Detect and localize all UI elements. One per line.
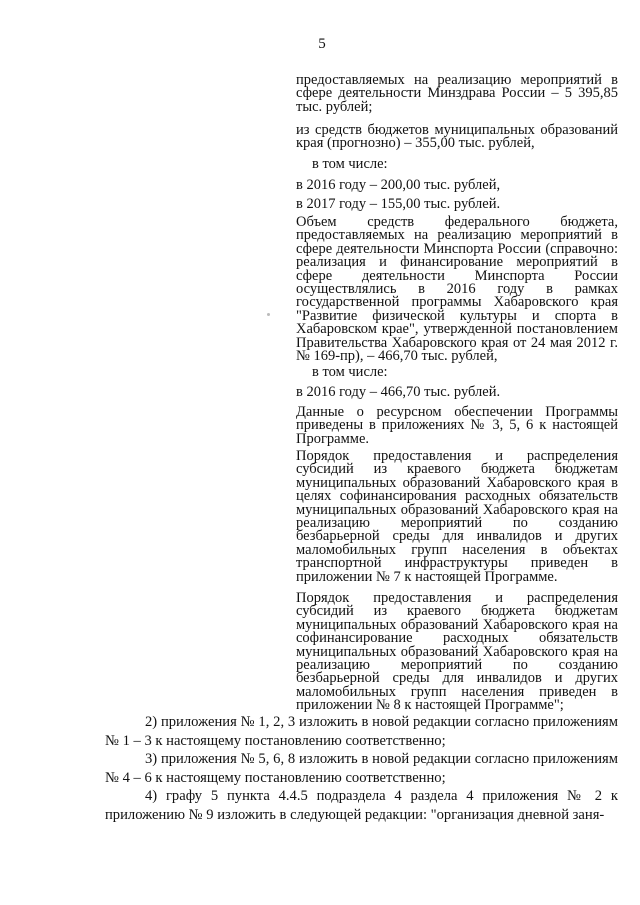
paragraph-minzdrav: предоставляемых на реализацию мероприятий в сфере деятельности Минздрава России – 5 395,85 тыс. рублей; xyxy=(296,72,618,115)
scan-speck xyxy=(267,313,270,316)
paragraph-municipal-budgets: из средств бюджетов муниципальных образований края (прогнозно) – 355,00 тыс. рублей, xyxy=(296,122,618,152)
paragraph-subsidy-barrier-free: Порядок предоставления и распределения субсидий из краевого бюджета бюджетам муниципальных образований Хабаровского края на софинансирование расходных обязательств муниципальных образований Хабаровского края на реализацию мероприятий по созданию безбарьерной среды для инвалидов и других маломобильных групп населения приведен в приложении № 8 к настоящей Программе"; xyxy=(296,590,618,714)
paragraph-federal-budget-minsport: Объем средств федерального бюджета, предоставляемых на реализацию мероприятий в сфере деятельности Минспорта России (справочно: реализация и финансирование мероприятий в сфере деятельности Минспорта России осуществлялись в 2016 году в рамках государственной программы Хабаровского края "Развитие физической культуры и спорта в Хабаровском крае", утвержденной постановлением Правительства Хабаровского края от 24 мая 2012 г. № 169-пр), – 466,70 тыс. рублей, xyxy=(296,214,618,365)
amendment-item-2: 2) приложения № 1, 2, 3 изложить в новой редакции согласно приложениям № 1 – 3 к настоящему постановлению соответственно; xyxy=(105,714,618,749)
paragraph-subsidy-transport: Порядок предоставления и распределения субсидий из краевого бюджета бюджетам муниципальных образований Хабаровского края в целях софинансирования расходных обязательств муниципальных образований Хабаровского края на реализацию мероприятий по созданию безбарьерной среды для инвалидов и других маломобильных групп населения в объектах транспортной инфраструктуры приведен в приложении № 7 к настоящей Программе. xyxy=(296,448,618,585)
paragraph-2016-sport-amount: в 2016 году – 466,70 тыс. рублей. xyxy=(296,384,501,400)
paragraph-2017-amount: в 2017 году – 155,00 тыс. рублей. xyxy=(296,196,501,212)
paragraph-including-1: в том числе: xyxy=(312,156,388,172)
paragraph-2016-amount: в 2016 году – 200,00 тыс. рублей, xyxy=(296,177,501,193)
paragraph-resource-data: Данные о ресурсном обеспечении Программы приведены в приложениях № 3, 5, 6 к настоящей Программе. xyxy=(296,404,618,447)
paragraph-including-2: в том числе: xyxy=(312,364,388,380)
amendment-item-4: 4) графу 5 пункта 4.4.5 подраздела 4 раздела 4 приложения № 2 к приложению № 9 изложить в следующей редакции: "организация дневной заня- xyxy=(105,788,618,823)
amendment-item-3: 3) приложения № 5, 6, 8 изложить в новой редакции согласно приложениям № 4 – 6 к настоящему постановлению соответственно; xyxy=(105,751,618,786)
page-number: 5 xyxy=(318,36,326,52)
